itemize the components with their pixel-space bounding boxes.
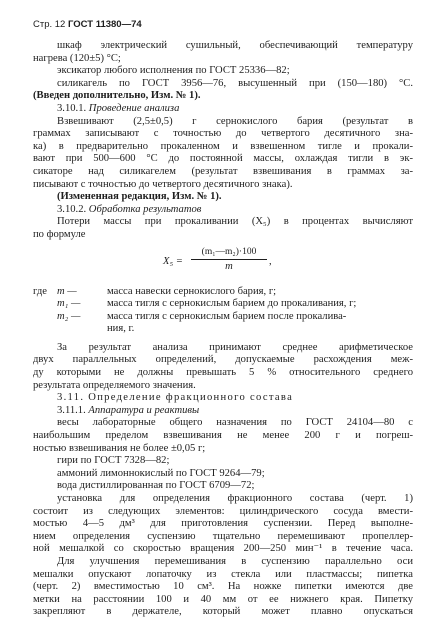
text-line: граммах записывают с точностью до четвертого десятичного зна- bbox=[33, 128, 413, 140]
text-line: гири по ГОСТ 7328—82; bbox=[57, 455, 170, 467]
formula-lhs: X₅ = bbox=[163, 255, 183, 267]
text-line: Взвешивают (2,5±0,5) г сернокислого бария (результат в bbox=[57, 115, 413, 127]
def-symbol bbox=[57, 323, 107, 336]
text-line: вода дистиллированная по ГОСТ 6709—72; bbox=[57, 480, 255, 492]
section-number: 3.11.1. bbox=[57, 404, 86, 416]
text-line: нием определения суспензию тщательно перемешивают пропеллер- bbox=[33, 530, 413, 542]
text-line: состоит из следующих элементов: цилиндрического сосуда вмести- bbox=[33, 505, 413, 517]
def-symbol: m — bbox=[57, 285, 77, 297]
text-line: закрепляют в держателе, который может плавно опускаться bbox=[33, 606, 413, 618]
text-line: результата определяемого значения. bbox=[33, 379, 196, 391]
text-line: наибольшим пределом взвешивания не менее 200 г и погреш- bbox=[33, 430, 413, 442]
text-line: по формуле bbox=[33, 228, 86, 240]
def-text: масса тигля с сернокислым барием до прокаливания, г; bbox=[107, 298, 357, 310]
text-line: шкаф электрический сушильный, обеспечивающий температуру bbox=[57, 40, 413, 51]
formula-numerator: (m₁—m₂)·100 bbox=[191, 246, 267, 260]
section-heading: 3.11. Определение фракционного состава bbox=[57, 392, 294, 404]
formula-tail: , bbox=[269, 255, 272, 267]
def-text: масса навески сернокислого бария, г; bbox=[107, 285, 277, 297]
section-heading bbox=[33, 405, 413, 418]
standard-code: ГОСТ 11380—74 bbox=[67, 19, 142, 30]
def-symbol: m₂ — bbox=[57, 310, 81, 322]
section-number: 3.10.1. bbox=[57, 102, 87, 114]
text-line: За результат анализа принимают среднее арифметическое bbox=[57, 341, 413, 353]
def-lead: где bbox=[33, 285, 47, 297]
amendment-note: (Измененная редакция, Изм. № 1). bbox=[57, 191, 222, 203]
text-line: силикагель по ГОСТ 3956—76, высушенный при (150—180) °С. bbox=[57, 77, 413, 89]
section-title: Аппаратура и реактивы bbox=[88, 404, 200, 416]
section-heading bbox=[33, 103, 413, 116]
text-line: аммоний лимоннокислый по ГОСТ 9264—79; bbox=[57, 467, 265, 479]
text-line: ной мешалкой со скоростью вращения 200—250 мин⁻¹ в течение часа. bbox=[33, 543, 413, 555]
text-line: писывают с точностью до четвертого десятичного знака). bbox=[33, 178, 293, 190]
text-line: Для улучшения перемешивания в суспензию параллельно оси bbox=[57, 555, 413, 567]
formula bbox=[33, 244, 413, 282]
def-symbol: m₁ — bbox=[57, 298, 81, 310]
text-line: весы лабораторные общего назначения по ГОСТ 24104—80 с bbox=[57, 417, 413, 429]
text-line: нагрева (120±5) °С; bbox=[33, 52, 121, 64]
text-line: сикаторе над силикагелем (результат взвешивания в граммах за- bbox=[33, 165, 413, 177]
text-line: метки на расстоянии 100 и 40 мм от ее нижнего края. Пипетку bbox=[33, 593, 413, 605]
def-text: ния, г. bbox=[107, 323, 135, 335]
formula-denominator: m bbox=[225, 260, 233, 272]
definitions-list bbox=[33, 286, 413, 336]
text-line: Потери массы при прокаливании (X₅) в процентах вычисляют bbox=[57, 216, 413, 228]
text-line: мешалки опускают лопаточку из стекла или пластмассы; пипетка bbox=[33, 568, 413, 580]
text-line: установка для определения фракционного состава (черт. 1) bbox=[57, 493, 413, 504]
amendment-note: (Введен дополнительно, Изм. № 1). bbox=[33, 90, 201, 102]
text-line: эксикатор любого исполнения по ГОСТ 25336—82; bbox=[57, 65, 290, 77]
def-lead bbox=[33, 323, 57, 336]
section-heading bbox=[33, 204, 413, 217]
text-line: двух параллельных определений, допускаемые расхождения меж- bbox=[33, 354, 413, 366]
def-lead bbox=[33, 311, 57, 324]
page-number: Стр. 12 bbox=[33, 19, 66, 30]
def-lead bbox=[33, 298, 57, 311]
text-line: ностью взвешивания не более ±0,05 г; bbox=[33, 442, 206, 454]
text-line: ка) в предварительно прокаленном и взвешенном тигле и прокали- bbox=[33, 140, 413, 152]
formula-fraction bbox=[191, 246, 267, 273]
text-line: ду которыми не должны превышать 5 % относительного среднего bbox=[33, 367, 413, 379]
section-number: 3.10.2. bbox=[57, 203, 87, 215]
text-line: мостью 4—5 дм³ для приготовления суспензии. Перед выполне- bbox=[33, 518, 413, 530]
page-header bbox=[33, 19, 413, 30]
section-title: Обработка результатов bbox=[88, 203, 202, 215]
text-line: вают при 500—600 °С до постоянной массы, охлаждая тигли в эк- bbox=[33, 153, 413, 165]
text-line: (черт. 2) вместимостью 10 см³. На ножке пипетки имеются две bbox=[33, 581, 413, 593]
def-text: масса тигля с сернокислым барием после прокалива- bbox=[107, 310, 347, 322]
section-title: Проведение анализа bbox=[88, 102, 180, 114]
